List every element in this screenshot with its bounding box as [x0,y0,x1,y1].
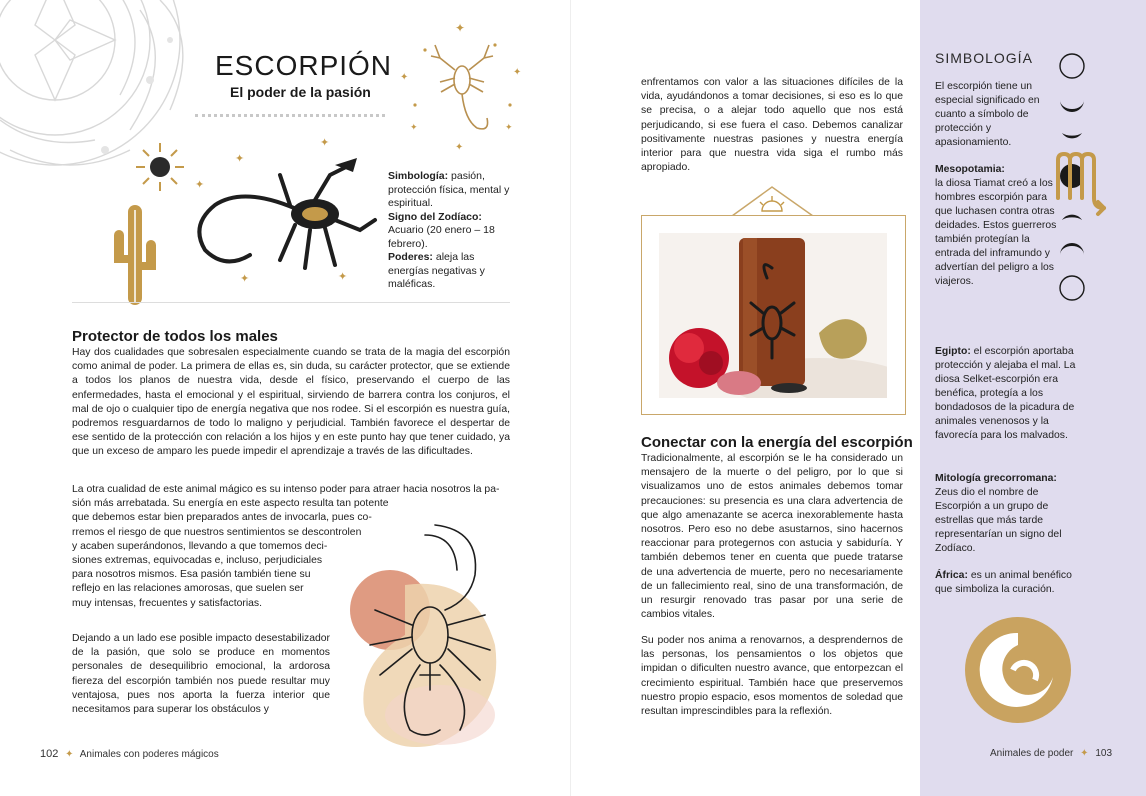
signo-value: Acuario (20 enero – 18 febrero). [388,224,495,250]
sidebar-intro: El escorpión tiene un especial significado en cuanto a símbolo de protección y apasionamiento. [935,81,1040,148]
greco-roman-text: Zeus dio el nombre de Escorpión a un grupo de estrellas que más tarde representarían un signo del Zodíaco. [935,487,1062,554]
sidebar-greco-roman [935,472,1085,556]
simbologia-value: pasión, protección física, mental y espiritual. [388,170,510,209]
section-heading-protector: Protector de todos los males [72,328,278,345]
svg-text:✦: ✦ [505,123,513,133]
footer-book-title-right: Animales de poder [990,748,1074,759]
cactus-icon [110,200,160,305]
mesopotamia-text: la diosa Tiamat creó a los hombres escorpión para que luchasen contra otras deidades. Estos guerreros también protegían la entrada del inframundo y advertían del peligro a los viajeros. [935,178,1057,287]
page-subtitle: El poder de la pasión [230,84,371,100]
paragraph-line: rremos el riesgo de que nuestros sentimientos se descontrolen [72,526,362,538]
scorpion-constellation-icon [395,20,530,155]
paragraph-continued: enfrentamos con valor a las situaciones difíciles de la vida, ayudándonos a tomar decisiones, si eso es lo que se precisa, o a alejar todo aquello que nos está perjudicando, si ese fuera el caso. Debemos canalizar positivamente nuestras pasiones y nuestra energía interior para que nuestra vida siga el rumbo más apropiado. [641,77,903,174]
poderes-label: Poderes: [388,251,433,263]
page-number-right: 103 [1095,748,1113,759]
svg-text:✦: ✦ [455,21,466,35]
paragraph-line: que debemos estar bien preparados antes de invocarla, pues co- [72,512,372,524]
scorpion-illustration [185,150,385,280]
dotted-divider [195,114,385,117]
egypt-label: Egipto: [935,346,971,357]
left-page [0,0,570,796]
scorpio-zodiac-icon [1052,148,1110,220]
svg-text:✦: ✦ [513,67,522,78]
svg-text:✦: ✦ [410,123,418,133]
footer-left [40,748,219,760]
sidebar-mesopotamia [935,163,1060,289]
star-icon: ✦ [195,179,205,191]
sun-icon [130,140,190,195]
sidebar-africa [935,569,1085,597]
paragraph-tradition: Tradicionalmente, al escorpión se le ha considerado un mensajero de la muerte o del peligro, por lo que si visualizamos uno de estos animales debemos tomar precauciones: su presencia es una clara advertencia de que algo amenazante se acerca inexorablemente hasta nosotros. Pero eso no debe asustarnos, sino hacernos reaccionar para protegernos con astucia y sabiduría. Y también debemos tener en cuenta que puede tratarse de una advertencia de muerte, pero no necesariamente de un fallecimiento real, sino de una transformación, de un resurgir renovado tras pasar por una serie de cambios vitales. [641,453,903,621]
star-icon: ✦ [235,153,245,165]
paragraph-line: reflejo en las relaciones amorosas, que suelen ser [72,583,304,595]
diamond-star-icon: ✦ [1080,748,1089,759]
waning-crescent-icon [1058,237,1086,265]
photo-frame [641,215,906,415]
footer-right [990,748,1112,759]
paragraph-passion [72,483,510,611]
paragraph-protector: Hay dos cualidades que sobresalen especialmente cuando se trata de la magia del escorpión como animal de poder. La primera de ellas es, sin duda, su carácter protector, que se extiende a todos los planos de nuestra vida, desde el físico, preservando el cuerpo de las enfermedades, hasta el emocional y el espiritual, sirviendo de barrera contra los conjuros, el mal de ojo o cualquier tipo de energía negativa que nos rodee. Si el escorpión es nuestra guía, podremos resguardarnos de todo lo maligno y perjudicial. También favorece el despertar de ese sentido de la protección con relación a los hijos y en este punto hay que tener cuidado, ya que un exceso de amparo les puede impedir el aprendizaje a través de las dificultades. [72,347,510,458]
simbologia-label: Simbología: [388,170,449,182]
page-title: ESCORPIÓN [215,50,393,81]
last-moon-outline-icon [1058,274,1086,302]
sidebar-title: SIMBOLOGÍA [935,50,1033,66]
section-heading-conectar: Conectar con la energía del escorpión [641,434,913,451]
paragraph-renewal: Su poder nos anima a renovarnos, a desprendernos de las personas, los pensamientos o los objetos que impidan o dificulten nuestro avance, que entorpezcan el crecimiento espiritual. También hace que preservemos nuestro propio espacio, esos momentos de soledad que resultan imprescindibles para la reflexión. [641,635,903,718]
section-rule [72,302,510,303]
africa-text: es un animal benéfico que simboliza la curación. [935,570,1072,595]
full-moon-outline-icon [1058,52,1086,80]
paragraph-line: siones extremas, equivocadas e, incluso, perjudiciales [72,555,323,567]
gold-emblem-icon [963,615,1073,725]
paragraph-line: y acaben superándonos, llevando a que tomemos deci- [72,540,328,552]
paragraph-fierceness: Dejando a un lado ese posible impacto desestabilizador de la pasión, que solo se produce en momentos personales de desequilibrio emocional, la ardorosa fiereza del escorpión también nos puede resultar muy ventajosa, pues nos aporta la fuerza interior que necesitamos para superar los obstáculos y [72,633,330,716]
egypt-text: el escorpión aportaba protección y alejaba el mal. La diosa Selket-escorpión era benéfica, protegía a los bondadosos de la picadura de animales venenosos y la favorecía para los malvados. [935,346,1076,441]
sun-badge-icon [730,185,815,217]
crescent-moon-icon [1058,90,1086,118]
poderes-value: aleja las energías negativas y maléficas. [388,251,485,290]
star-icon: ✦ [338,271,348,283]
africa-label: África: [935,570,968,581]
diamond-star-icon: ✦ [65,749,74,760]
sidebar-egypt [935,345,1085,443]
paragraph-line: La otra cualidad de este animal mágico es su intenso poder para atraer hacia nosotros la pa- [72,484,500,495]
star-icon: ✦ [240,273,250,285]
info-box [388,170,518,292]
paragraph-line: para nosotros mismos. Esa pasión también tiene su [72,569,311,581]
page-number-left: 102 [40,748,59,760]
svg-text:✦: ✦ [400,72,409,83]
svg-text:✦: ✦ [455,142,464,153]
candle-photo [659,233,887,398]
mesopotamia-label: Mesopotamia: [935,164,1005,175]
paragraph-line: muy intensas, frecuentes y satisfactorias. [72,597,262,609]
star-icon: ✦ [320,137,330,149]
footer-book-title: Animales con poderes mágicos [79,749,219,760]
greco-roman-label: Mitología grecorromana: [935,473,1057,484]
paragraph-line: sión más arrebatada. Su energía en este aspecto resulta tan potente [72,498,389,510]
signo-label: Signo del Zodíaco: [388,210,482,223]
